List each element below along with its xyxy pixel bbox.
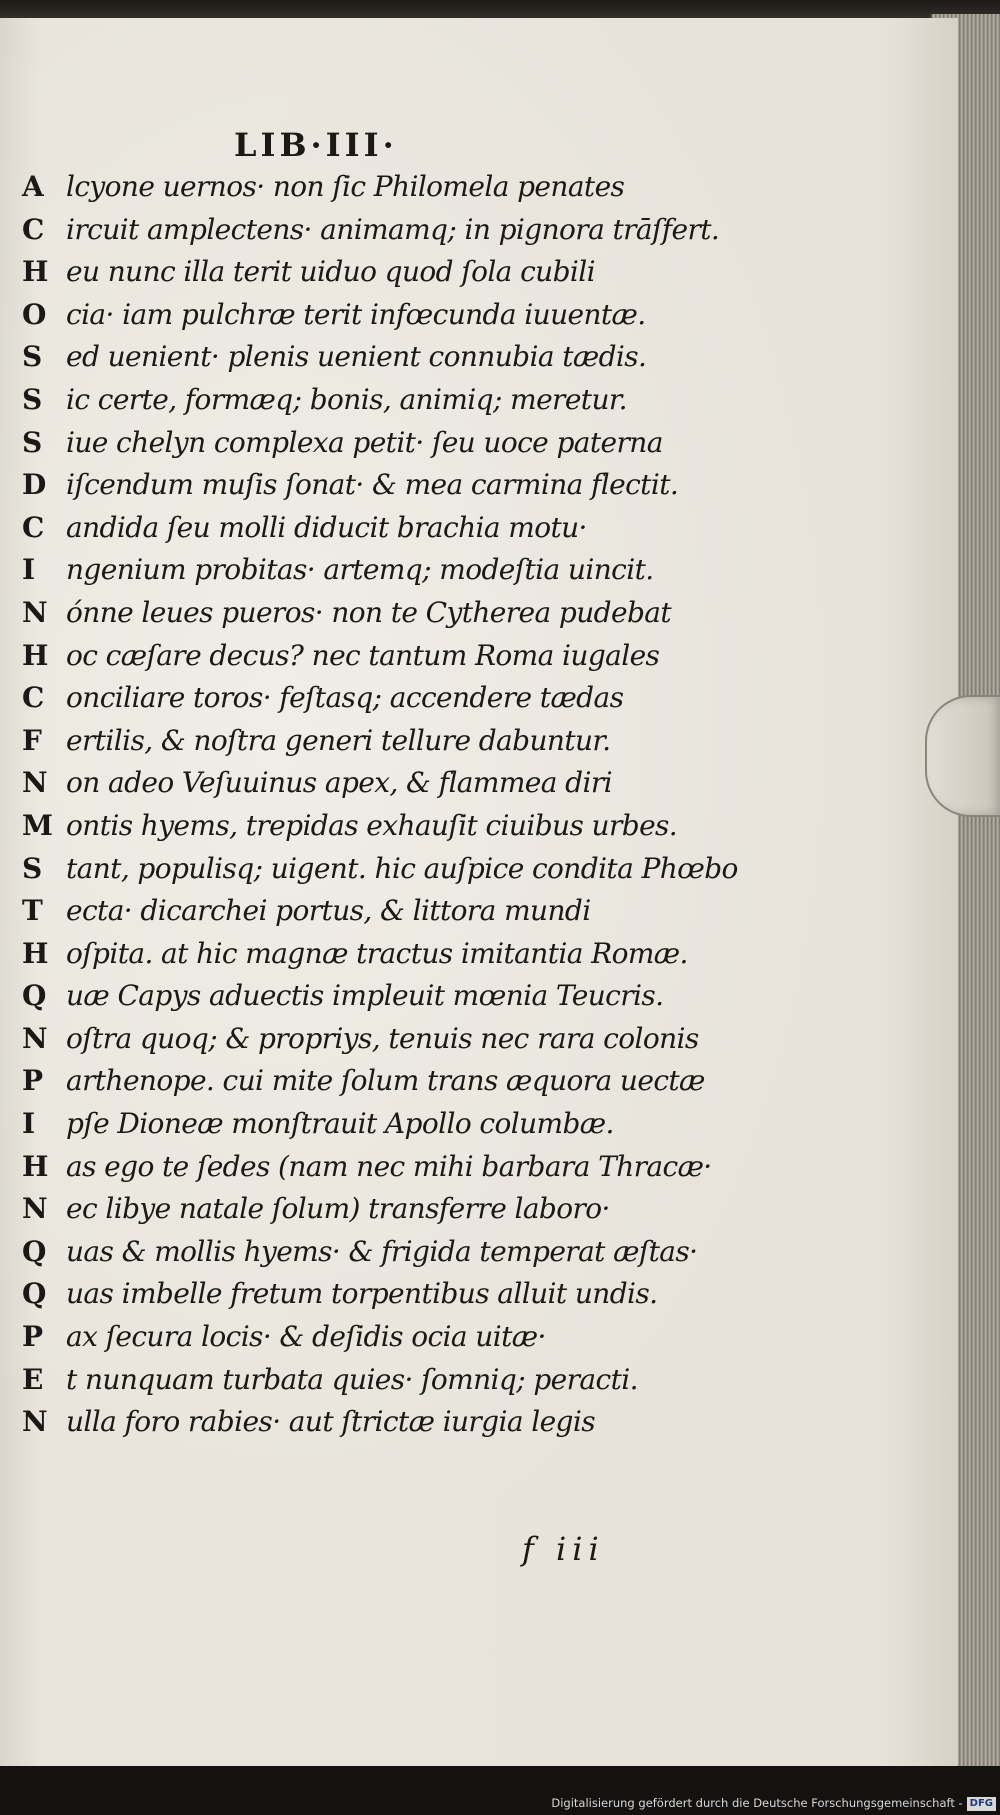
verse-initial: C	[22, 212, 45, 246]
book-page	[0, 18, 958, 1766]
verse-line	[22, 294, 922, 337]
verse-text: uas imbelle fretum torpentibus alluit undis.	[66, 1277, 658, 1311]
verse-text: uæ Capys aduectis impleuit mœnia Teucris.	[66, 979, 664, 1013]
verse-initial: C	[22, 510, 45, 544]
verse-text: oſtra quoq; & propriys, tenuis nec rara colonis	[66, 1021, 699, 1055]
verse-initial: C	[22, 681, 45, 715]
verse-line	[22, 1231, 922, 1274]
verse-text: t nunquam turbata quies· ſomniq; peracti.	[66, 1362, 638, 1396]
verse-text: iue chelyn complexa petit· ſeu uoce paterna	[66, 425, 663, 459]
verse-line	[22, 464, 922, 507]
verse-initial: N	[22, 1021, 48, 1055]
verse-line	[22, 507, 922, 550]
verse-initial: S	[22, 382, 43, 416]
verse-initial: S	[22, 851, 43, 885]
verse-initial: Q	[22, 1277, 47, 1311]
verse-initial: S	[22, 425, 43, 459]
verse-line	[22, 336, 922, 379]
verse-line	[22, 166, 922, 209]
verse-initial: N	[22, 766, 48, 800]
verse-text: cia· iam pulchræ terit infœcunda iuuentæ.	[66, 297, 646, 331]
dfg-logo: DFG	[967, 1797, 996, 1811]
verse-line	[22, 1146, 922, 1189]
verse-initial: I	[22, 553, 36, 587]
verse-initial: D	[22, 468, 47, 502]
verse-initial: Q	[22, 979, 47, 1013]
verse-initial: N	[22, 1192, 48, 1226]
verse-text: ecta· dicarchei portus, & littora mundi	[66, 894, 591, 928]
verse-text: tant, populisq; uigent. hic auſpice condita Phœbo	[66, 851, 738, 885]
verse-line	[22, 1273, 922, 1316]
verse-initial: T	[22, 894, 43, 928]
verse-line	[22, 677, 922, 720]
verse-text: lcyone uernos· non ſic Philomela penates	[66, 170, 625, 203]
funding-credit	[551, 1794, 996, 1812]
verse-line	[22, 422, 922, 465]
verse-initial: F	[22, 723, 42, 757]
verse-line	[22, 1316, 922, 1359]
verse-initial: N	[22, 595, 48, 629]
verse-line	[22, 720, 922, 763]
verse-text: oc cæſare decus? nec tantum Roma iugales	[66, 638, 660, 672]
verse-initial: Q	[22, 1234, 47, 1268]
verse-text: arthenope. cui mite ſolum trans æquora uectæ	[66, 1064, 705, 1098]
verse-list	[22, 166, 922, 1444]
verse-line	[22, 209, 922, 252]
verse-line	[22, 1103, 922, 1146]
verse-line	[22, 1401, 922, 1444]
credit-text: Digitalisierung gefördert durch die Deutsche Forschungsgemeinschaft -	[551, 1796, 963, 1810]
verse-line	[22, 762, 922, 805]
verse-text: ngenium probitas· artemq; modeſtia uincit.	[66, 553, 654, 587]
verse-line	[22, 805, 922, 848]
verse-line	[22, 379, 922, 422]
verse-text: ed uenient· plenis uenient connubia tædis.	[66, 340, 647, 374]
verse-line	[22, 635, 922, 678]
verse-line	[22, 592, 922, 635]
verse-initial: P	[22, 1320, 44, 1354]
book-clip	[925, 695, 1000, 817]
verse-initial: H	[22, 1149, 49, 1183]
verse-initial: O	[22, 297, 47, 331]
verse-text: ic certe, formæq; bonis, animiq; meretur.	[66, 382, 627, 416]
signature-mark: f iii	[522, 1530, 605, 1568]
verse-initial: N	[22, 1405, 48, 1439]
verse-text: iſcendum muſis ſonat· & mea carmina flectit.	[66, 468, 679, 502]
verse-initial: I	[22, 1107, 36, 1141]
verse-text: pſe Dioneæ monſtrauit Apollo columbæ.	[66, 1107, 614, 1141]
verse-line	[22, 251, 922, 294]
verse-initial: P	[22, 1064, 44, 1098]
verse-line	[22, 1060, 922, 1103]
verse-line	[22, 1018, 922, 1061]
verse-text: as ego te ſedes (nam nec mihi barbara Thracæ·	[66, 1149, 712, 1183]
verse-text: eu nunc illa terit uiduo quod ſola cubili	[66, 255, 595, 289]
verse-line	[22, 890, 922, 933]
verse-line	[22, 1359, 922, 1402]
running-head: LIB·III·	[234, 126, 398, 164]
verse-initial: H	[22, 255, 49, 289]
verse-initial: S	[22, 340, 43, 374]
verse-line	[22, 848, 922, 891]
verse-text: ulla foro rabies· aut ſtrictæ iurgia legis	[66, 1405, 596, 1439]
verse-text: ax ſecura locis· & deſidis ocia uitæ·	[66, 1320, 546, 1354]
verse-initial: M	[22, 808, 53, 842]
verse-text: ontis hyems, trepidas exhauſit ciuibus urbes.	[66, 808, 678, 842]
verse-line	[22, 933, 922, 976]
verse-text: uas & mollis hyems· & frigida temperat æſtas·	[66, 1234, 698, 1268]
verse-text: ec libye natale ſolum) transferre laboro·	[66, 1192, 610, 1226]
verse-initial: H	[22, 638, 49, 672]
verse-initial: E	[22, 1362, 44, 1396]
verse-initial: H	[22, 936, 49, 970]
verse-text: onciliare toros· feſtasq; accendere tædas	[66, 681, 624, 715]
verse-text: on adeo Veſuuinus apex, & flammea diri	[66, 766, 612, 800]
verse-text: ertilis, & noſtra generi tellure dabuntur.	[66, 723, 611, 757]
verse-line	[22, 549, 922, 592]
verse-text: andida ſeu molli diducit brachia motu·	[66, 510, 587, 544]
verse-text: oſpita. at hic magnæ tractus imitantia Romæ.	[66, 936, 688, 970]
verse-initial: A	[22, 170, 44, 203]
verse-text: ónne leues pueros· non te Cytherea pudebat	[66, 595, 672, 629]
verse-line	[22, 975, 922, 1018]
verse-line	[22, 1188, 922, 1231]
verse-text: ircuit amplectens· animamq; in pignora trāſfert.	[66, 212, 720, 246]
